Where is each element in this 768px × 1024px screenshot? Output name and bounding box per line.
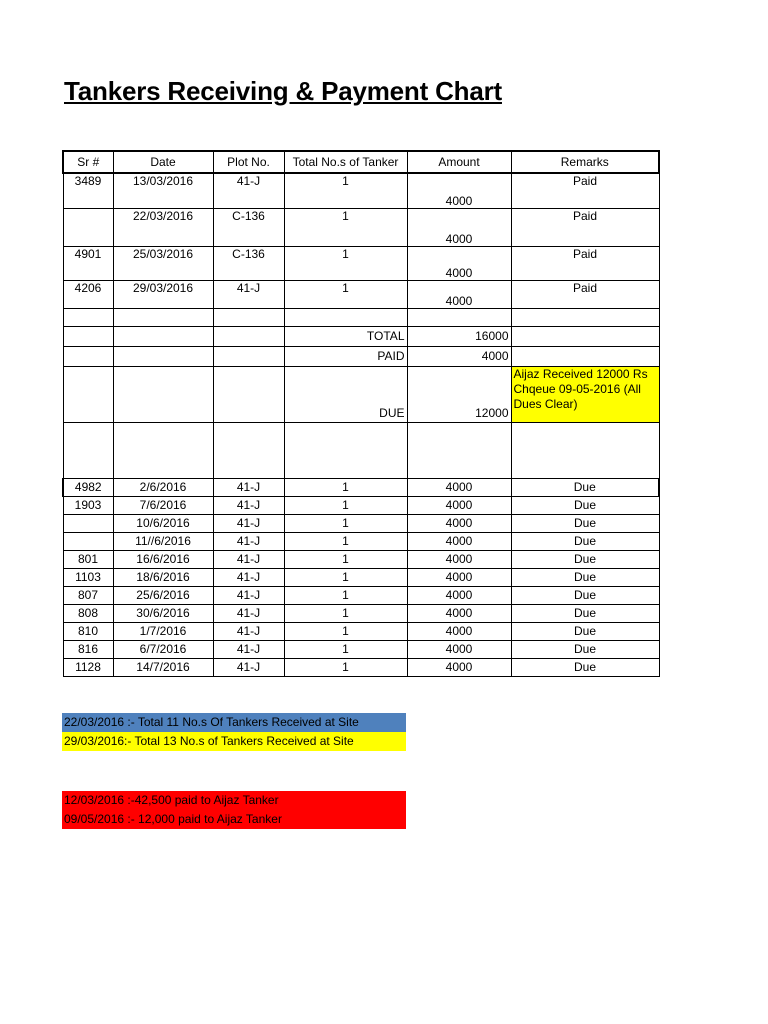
cell-amount: 4000 (407, 640, 511, 658)
col-header-amount: Amount (407, 151, 511, 173)
cell-remarks: Paid (511, 173, 659, 208)
total-row (63, 326, 659, 346)
cell-tankers: 1 (284, 246, 407, 280)
cell-tankers: 1 (284, 640, 407, 658)
due-summary-row (63, 366, 659, 422)
cell-amount: 4000 (407, 622, 511, 640)
cell-date: 14/7/2016 (113, 658, 213, 676)
total-value: 16000 (407, 326, 511, 346)
cell-amount: 4000 (407, 208, 511, 246)
cell-plot: 41-J (213, 586, 284, 604)
cell-tankers: 1 (284, 658, 407, 676)
cell-date: 30/6/2016 (113, 604, 213, 622)
cell-plot: C-136 (213, 246, 284, 280)
cell-tankers: 1 (284, 568, 407, 586)
cell-plot: 41-J (213, 173, 284, 208)
cell-amount: 4000 (407, 514, 511, 532)
cell-sr: 810 (63, 622, 113, 640)
cell-date: 6/7/2016 (113, 640, 213, 658)
cell-amount: 4000 (407, 550, 511, 568)
cell-date: 2/6/2016 (113, 478, 213, 496)
cell-amount: 4000 (407, 568, 511, 586)
cell-date: 11//6/2016 (113, 532, 213, 550)
cell-tankers: 1 (284, 622, 407, 640)
cell-date: 7/6/2016 (113, 496, 213, 514)
cell-remarks: Due (511, 586, 659, 604)
cell-remarks: Due (511, 550, 659, 568)
header-row (63, 151, 659, 173)
cell-date: 25/03/2016 (113, 246, 213, 280)
table-row (63, 622, 659, 640)
cell-sr: 1128 (63, 658, 113, 676)
col-header-tankers: Total No.s of Tanker (284, 151, 407, 173)
total-label: TOTAL (284, 326, 407, 346)
col-header-plot: Plot No. (213, 151, 284, 173)
cell-tankers: 1 (284, 478, 407, 496)
cell-sr: 807 (63, 586, 113, 604)
cell-sr: 4901 (63, 246, 113, 280)
cell-amount: 4000 (407, 173, 511, 208)
table-row (63, 208, 659, 246)
cell-remarks: Paid (511, 280, 659, 308)
table-row (63, 658, 659, 676)
cell-date: 25/6/2016 (113, 586, 213, 604)
col-header-remarks: Remarks (511, 151, 659, 173)
cell-date: 13/03/2016 (113, 173, 213, 208)
cell-date: 18/6/2016 (113, 568, 213, 586)
cell-plot: 41-J (213, 550, 284, 568)
cell-remarks: Due (511, 532, 659, 550)
cell-date: 29/03/2016 (113, 280, 213, 308)
cell-sr: 1103 (63, 568, 113, 586)
cell-plot: 41-J (213, 496, 284, 514)
cell-plot: 41-J (213, 280, 284, 308)
cell-amount: 4000 (407, 532, 511, 550)
cell-plot: 41-J (213, 622, 284, 640)
cell-amount: 4000 (407, 246, 511, 280)
cell-date: 10/6/2016 (113, 514, 213, 532)
cell-sr: 4982 (63, 478, 113, 496)
cell-sr (63, 514, 113, 532)
cell-plot: 41-J (213, 658, 284, 676)
due-note: Aijaz Received 12000 Rs Chqeue 09-05-2016 (All Dues Clear) (511, 366, 659, 422)
note-red-1: 12/03/2016 :-42,500 paid to Aijaz Tanker (62, 791, 406, 810)
cell-tankers: 1 (284, 280, 407, 308)
cell-remarks: Due (511, 658, 659, 676)
col-header-date: Date (113, 151, 213, 173)
cell-amount: 4000 (407, 478, 511, 496)
cell-tankers: 1 (284, 550, 407, 568)
cell-amount: 4000 (407, 496, 511, 514)
cell-sr (63, 208, 113, 246)
cell-plot: 41-J (213, 532, 284, 550)
due-label: DUE (284, 366, 407, 422)
table-row (63, 514, 659, 532)
cell-date: 1/7/2016 (113, 622, 213, 640)
cell-sr: 1903 (63, 496, 113, 514)
cell-amount: 4000 (407, 658, 511, 676)
cell-plot: 41-J (213, 478, 284, 496)
note-blue: 22/03/2016 :- Total 11 No.s Of Tankers Received at Site (62, 713, 406, 732)
table-row (63, 640, 659, 658)
table-row (63, 586, 659, 604)
cell-amount: 4000 (407, 604, 511, 622)
cell-remarks: Paid (511, 246, 659, 280)
cell-tankers: 1 (284, 514, 407, 532)
note-red-2: 09/05/2016 :- 12,000 paid to Aijaz Tanker (62, 810, 406, 829)
page-title: Tankers Receiving & Payment Chart (64, 76, 502, 106)
cell-plot: 41-J (213, 514, 284, 532)
cell-remarks: Due (511, 568, 659, 586)
cell-sr: 3489 (63, 173, 113, 208)
cell-plot: 41-J (213, 568, 284, 586)
cell-plot: 41-J (213, 604, 284, 622)
note-yellow: 29/03/2016:- Total 13 No.s of Tankers Received at Site (62, 732, 406, 751)
cell-remarks: Due (511, 478, 659, 496)
cell-sr: 4206 (63, 280, 113, 308)
cell-remarks: Due (511, 604, 659, 622)
cell-tankers: 1 (284, 208, 407, 246)
table-row (63, 280, 659, 308)
cell-amount: 4000 (407, 280, 511, 308)
cell-tankers: 1 (284, 496, 407, 514)
paid-row (63, 346, 659, 366)
cell-sr: 801 (63, 550, 113, 568)
cell-date: 16/6/2016 (113, 550, 213, 568)
cell-tankers: 1 (284, 173, 407, 208)
cell-sr: 808 (63, 604, 113, 622)
cell-plot: C-136 (213, 208, 284, 246)
due-value: 12000 (407, 366, 511, 422)
table-row (63, 173, 659, 208)
cell-plot: 41-J (213, 640, 284, 658)
table-row (63, 532, 659, 550)
table-row (63, 604, 659, 622)
cell-remarks: Due (511, 622, 659, 640)
table-row (63, 550, 659, 568)
cell-remarks: Due (511, 640, 659, 658)
table-row (63, 496, 659, 514)
cell-tankers: 1 (284, 586, 407, 604)
cell-remarks: Due (511, 496, 659, 514)
table-row (63, 478, 659, 496)
cell-sr: 816 (63, 640, 113, 658)
tanker-table (62, 150, 660, 677)
table-row (63, 568, 659, 586)
paid-value: 4000 (407, 346, 511, 366)
table-row (63, 246, 659, 280)
paid-label: PAID (284, 346, 407, 366)
cell-tankers: 1 (284, 604, 407, 622)
cell-date: 22/03/2016 (113, 208, 213, 246)
cell-remarks: Due (511, 514, 659, 532)
col-header-sr: Sr # (63, 151, 113, 173)
cell-sr (63, 532, 113, 550)
cell-tankers: 1 (284, 532, 407, 550)
cell-amount: 4000 (407, 586, 511, 604)
empty-row (63, 422, 659, 478)
cell-remarks: Paid (511, 208, 659, 246)
empty-row (63, 308, 659, 326)
